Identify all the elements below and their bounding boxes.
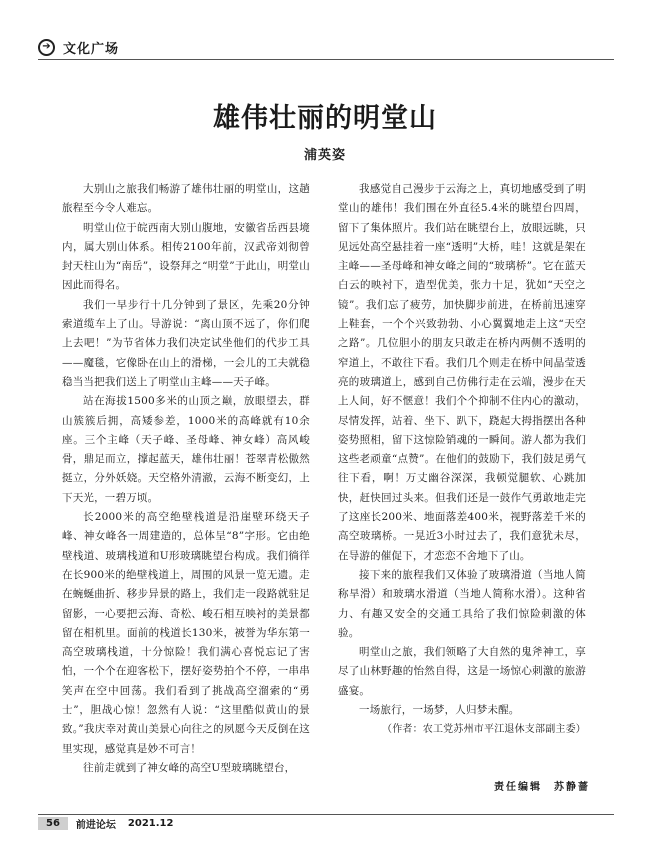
paragraph: 一场旅行，一场梦，人归梦未醒。: [359, 704, 520, 717]
header-divider: [38, 59, 614, 60]
paragraph: 明堂山位于皖西南大别山腹地，安徽省岳西县境内，属大别山体系。相传2100年前，汉武帝刘彻曾封天柱山为“南岳”，设祭拜之“明堂”于此山，明堂山因此而得名。: [62, 221, 310, 292]
paragraph: 明堂山之旅，我们领略了大自然的鬼斧神工，享尽了山林野趣的怡然自得，这是一场惊心刺激的旅游盛宴。: [338, 646, 586, 697]
page-number: 56: [38, 817, 68, 830]
section-name: 文化广场: [63, 41, 120, 57]
magazine-name: 前进论坛: [75, 820, 116, 831]
author-byline: （作者：农工党苏州市平江退休支部副主委）: [382, 724, 586, 736]
paragraph: 我们一早步行十几分钟到了景区，先乘20分钟索道缆车上了山。导游说：“离山顶不远了，你们爬上去吧！”为节省体力我们决定试坐他们的代步工具——魔毯，它像卧在山上的滑梯，一会儿的工夫就稳稳当当把我们送上了明堂山主峰——天子峰。: [62, 298, 310, 388]
issue-number: 2021.12: [127, 818, 174, 829]
paragraph: 长2000米的高空绝壁栈道是沿崖壁环绕天子峰、神女峰各一周建造的，总体呈“8”字形。它由绝壁栈道、玻璃栈道和U形玻璃眺望台构成。我们徜徉在长900米的绝壁栈道上，周围的风景一览无遗。走在蜿蜒曲折、移步异景的路上，我们走一段路就驻足留影，一心要把云海、奇松、峻石相互映衬的美景都留在相机里。面前的栈道长130米，被誉为华东第一高空玻璃栈道，十分惊险！我们满心喜悦忘记了害怕，一个个在迎客松下，摆好姿势拍个不停，一串串笑声在空中回荡。我们看到了挑战高空溜索的“勇士”，胆战心惊！忽然有人说：“这里酷似黄山的景致。”我庆幸对黄山美景心向往之的夙愿今天反倒在这里实现，感觉真是妙不可言！: [62, 511, 310, 755]
responsible-editor: 责任编辑 苏静蔷: [494, 782, 590, 793]
paragraph: 站在海拔1500多米的山顶之巅，放眼望去，群山簇簇后拥，高矮参差，1000米的高峰就有10余座。三个主峰（天子峰、圣母峰、神女峰）高风峻骨，鼎足而立，撑起蓝天，雄伟壮丽！苍翠青松傲然挺立，分外妖娆。天空格外清澈，云海不断变幻，上下天光，一碧万顷。: [62, 395, 310, 504]
paragraph: 大别山之旅我们畅游了雄伟壮丽的明堂山，这趟旅程至今令人难忘。: [62, 183, 310, 215]
section-header: [38, 36, 119, 58]
left-column: [62, 180, 310, 778]
article-title: 雄伟壮丽的明堂山: [213, 103, 437, 134]
paragraph: 我感觉自己漫步于云海之上，真切地感受到了明堂山的雄伟！我们围在外直径5.4米的眺望台四周，留下了集体照片。我们站在眺望台上，放眼远眺，只见远处高空悬挂着一座“透明”大桥，哇！这就是架在主峰——圣母峰和神女峰之间的“玻璃桥”。它在蓝天白云的映衬下，造型优美，张力十足，犹如“天空之镜”。我们忘了疲劳，加快脚步前进，在桥前迅速穿上鞋套，一个个兴致勃勃、小心翼翼地走上这“天空之路”。几位胆小的朋友只敢走在桥内两侧不透明的窄道上，不敢往下看。我们几个则走在桥中间晶莹透亮的玻璃道上，感到自己仿佛行走在云端，漫步在天上人间，好不惬意！我们个个抑制不住内心的激动，尽情发挥，站着、坐下、趴下，跷起大拇指摆出各种姿势照相，留下这惊险销魂的一瞬间。游人都为我们这些老顽童“点赞”。在他们的鼓励下，我们鼓足勇气往下看，啊！万丈幽谷深深，我顿觉腿软、心跳加快，赶快回过头来。但我们还是一鼓作气勇敢地走完了这座长200米、地面落差400米，视野落差千米的高空玻璃桥。一晃近3小时过去了，我们意犹未尽，在导游的催促下，才恋恋不舍地下了山。: [338, 183, 586, 562]
arrow-right-icon: ➔: [38, 39, 55, 56]
article-author: 浦英姿: [303, 148, 346, 163]
footer-divider: [38, 814, 614, 815]
paragraph: 往前走就到了神女峰的高空U型玻璃眺望台，: [83, 761, 296, 774]
paragraph: 接下来的旅程我们又体验了玻璃滑道（当地人简称旱滑）和玻璃水滑道（当地人简称水滑）。这种省力、有趣又安全的交通工具给了我们惊险刺激的体验。: [338, 568, 586, 639]
right-column: [338, 180, 586, 740]
page-footer: [38, 816, 173, 831]
